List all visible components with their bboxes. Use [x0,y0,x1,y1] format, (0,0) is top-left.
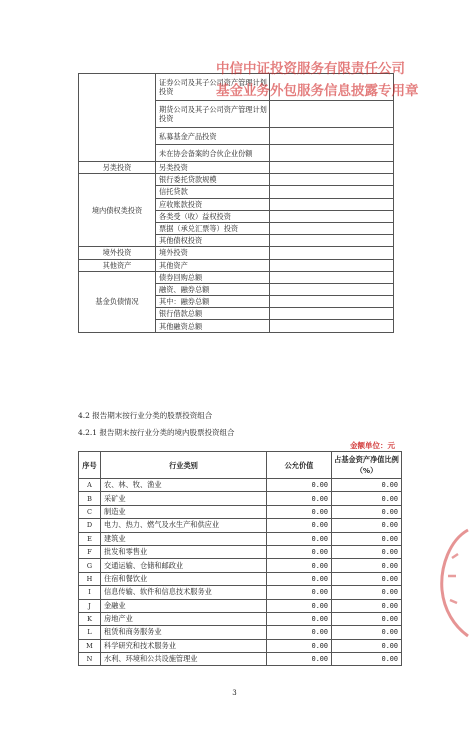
table-row [79,479,402,492]
industry-name-cell: 信息传输、软件和信息技术服务业 [101,586,267,599]
nav-ratio-cell: 0.00 [332,599,402,612]
section-heading-4-2-1: 4.2.1 报告期末按行业分类的境内股票投资组合 [78,428,235,437]
value-cell-empty [270,247,394,259]
fair-value-cell: 0.00 [267,519,332,532]
stamp-line-2: 基金业务外包服务信息披露专用章 [216,83,419,99]
category-cell: 其他资产 [79,259,156,271]
industry-code-cell: E [79,532,101,545]
industry-name-cell: 电力、热力、燃气及水生产和供应业 [101,519,267,532]
nav-ratio-cell: 0.00 [332,612,402,625]
industry-code-cell: L [79,626,101,639]
industry-code-cell: A [79,479,101,492]
industry-code-cell: J [79,599,101,612]
category-cell: 基金负债情况 [79,271,156,332]
industry-name-cell: 制造业 [101,505,267,518]
industry-name-cell: 建筑业 [101,532,267,545]
unit-label: 金额单位：元 [350,441,395,450]
table-row [79,74,394,101]
value-cell-empty [270,320,394,332]
nav-ratio-cell: 0.00 [332,639,402,652]
nav-ratio-cell: 0.00 [332,505,402,518]
stamp-line-1: 中信中证投资服务有限责任公司 [216,61,405,77]
nav-ratio-cell: 0.00 [332,479,402,492]
industry-name-cell: 金融业 [101,599,267,612]
header-seq: 序号 [79,452,101,479]
fair-value-cell: 0.00 [267,559,332,572]
industry-code-cell: D [79,519,101,532]
category-cell: 另类投资 [79,162,156,174]
sub-item-cell: 融资、融券总额 [156,283,270,295]
table-row [79,559,402,572]
sub-item-cell: 银行借款总额 [156,308,270,320]
table-row [79,271,394,283]
value-cell-empty [270,162,394,174]
industry-code-cell: B [79,492,101,505]
industry-code-cell: M [79,639,101,652]
sub-item-cell: 其他资产 [156,259,270,271]
fair-value-cell: 0.00 [267,626,332,639]
header-nav-ratio: 占基金资产净值比例（%） [332,452,402,479]
nav-ratio-cell: 0.00 [332,653,402,666]
industry-code-cell: C [79,505,101,518]
asset-classification-table [78,73,419,333]
category-cell-continued [79,74,156,162]
sub-item-cell: 另类投资 [156,162,270,174]
industry-name-cell: 农、林、牧、渔业 [101,479,267,492]
asset-classification-body [79,74,419,333]
industry-name-cell: 水利、环境和公共设施管理业 [101,653,267,666]
header-industry: 行业类别 [101,452,267,479]
sub-item-cell: 各类受（收）益权投资 [156,210,270,222]
value-cell-empty [270,259,394,271]
industry-name-cell: 房地产业 [101,612,267,625]
sub-item-cell: 证券公司及其子公司资产管理计划投资 [156,74,270,101]
industry-code-cell: F [79,545,101,558]
table-row [79,545,402,558]
industry-name-cell: 租赁和商务服务业 [101,626,267,639]
sub-item-cell: 票据（承兑汇票等）投资 [156,222,270,234]
section-heading-4-2: 4.2 报告期末按行业分类的股票投资组合 [78,411,213,420]
table-row [79,653,402,666]
fair-value-cell: 0.00 [267,586,332,599]
value-cell-empty [270,308,394,320]
table-row [79,612,402,625]
seal-fragment-icon [432,528,469,638]
fair-value-cell: 0.00 [267,545,332,558]
table-row [79,492,402,505]
nav-ratio-cell: 0.00 [332,559,402,572]
industry-code-cell: G [79,559,101,572]
value-cell-empty [270,128,394,145]
table-row [79,259,394,271]
industry-name-cell: 批发和零售业 [101,545,267,558]
category-cell: 境内债权类投资 [79,174,156,247]
fair-value-cell: 0.00 [267,532,332,545]
nav-ratio-cell: 0.00 [332,545,402,558]
value-cell-empty [270,222,394,234]
fair-value-cell: 0.00 [267,479,332,492]
industry-code-cell: K [79,612,101,625]
nav-ratio-cell: 0.00 [332,626,402,639]
sub-item-cell: 私募基金产品投资 [156,128,270,145]
table-row [79,247,394,259]
value-cell-empty [270,174,394,186]
industry-name-cell: 采矿业 [101,492,267,505]
fair-value-cell: 0.00 [267,505,332,518]
table-row [79,599,402,612]
table-row [79,572,402,585]
table-row [79,519,402,532]
value-cell-empty [270,283,394,295]
nav-ratio-cell: 0.00 [332,532,402,545]
category-cell: 境外投资 [79,247,156,259]
value-cell-empty [270,235,394,247]
value-cell-empty [270,101,394,128]
sub-item-cell: 其他融资总额 [156,320,270,332]
fair-value-cell: 0.00 [267,653,332,666]
sub-item-cell: 应收账款投资 [156,198,270,210]
industry-name-cell: 科学研究和技术服务业 [101,639,267,652]
page-number: 3 [232,689,237,697]
industry-code-cell: N [79,653,101,666]
fair-value-cell: 0.00 [267,639,332,652]
table-row [79,505,402,518]
nav-ratio-cell: 0.00 [332,586,402,599]
table-row [79,174,394,186]
industry-table-header [79,452,402,479]
fair-value-cell: 0.00 [267,572,332,585]
header-fair-value: 公允价值 [267,452,332,479]
industry-name-cell: 交通运输、仓储和邮政业 [101,559,267,572]
value-cell-empty [270,186,394,198]
industry-code-cell: I [79,586,101,599]
sub-item-cell: 未在协会备案的合伙企业份额 [156,145,270,162]
value-cell-empty [270,198,394,210]
value-cell-empty [270,296,394,308]
table-row [79,586,402,599]
nav-ratio-cell: 0.00 [332,519,402,532]
fair-value-cell: 0.00 [267,599,332,612]
value-cell-empty [270,210,394,222]
sub-item-cell: 期货公司及其子公司资产管理计划投资 [156,101,270,128]
value-cell-empty [270,74,394,101]
table-row [79,639,402,652]
table-row [79,162,394,174]
table-row [79,626,402,639]
nav-ratio-cell: 0.00 [332,572,402,585]
sub-item-cell: 债券回购总额 [156,271,270,283]
industry-name-cell: 住宿和餐饮业 [101,572,267,585]
industry-table-body [79,479,402,666]
industry-code-cell: H [79,572,101,585]
fair-value-cell: 0.00 [267,492,332,505]
value-cell-empty [270,271,394,283]
sub-item-cell: 银行委托贷款规模 [156,174,270,186]
sub-item-cell: 其他债权投资 [156,235,270,247]
value-cell-empty [270,145,394,162]
nav-ratio-cell: 0.00 [332,492,402,505]
sub-item-cell: 境外投资 [156,247,270,259]
sub-item-cell: 其中：融券总额 [156,296,270,308]
table-row [79,532,402,545]
industry-stock-table [78,451,402,666]
fair-value-cell: 0.00 [267,612,332,625]
sub-item-cell: 信托贷款 [156,186,270,198]
